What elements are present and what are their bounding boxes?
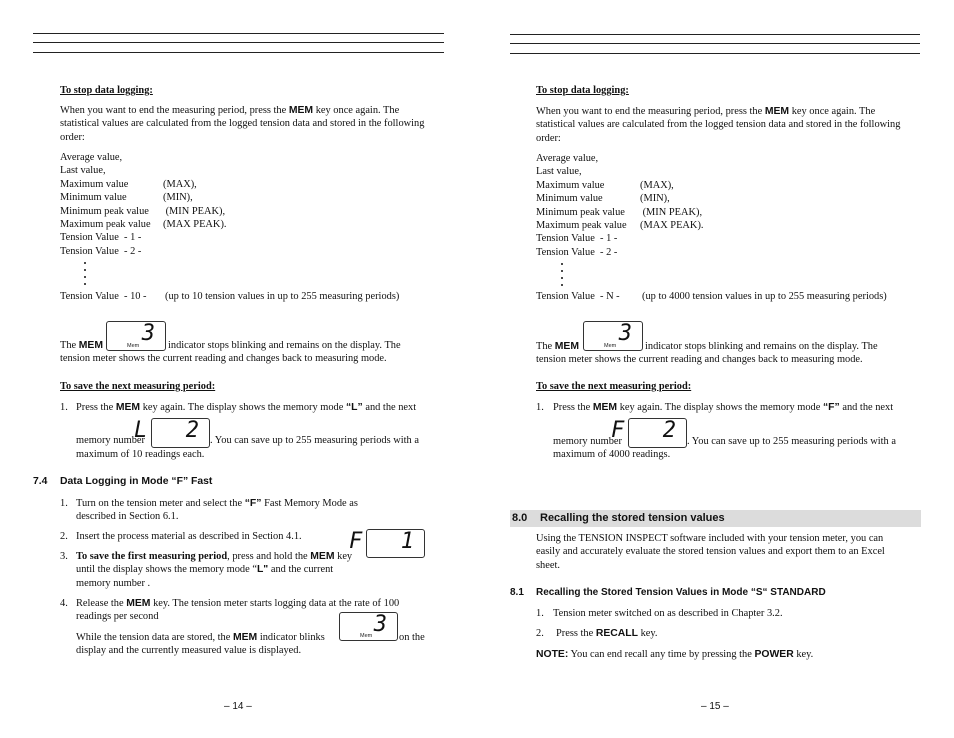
step-1-line-2: described in Section 6.1. [76, 511, 179, 522]
list-item: Maximum value [60, 178, 129, 190]
list-item: Maximum peak value [536, 220, 627, 232]
lcd-mem-label: Mem [604, 343, 617, 349]
list-item-value: (MIN), [163, 192, 193, 204]
step-4-line-1 [76, 597, 399, 610]
list-item-value: (MIN), [640, 193, 670, 205]
list-item-value: (MAX), [640, 179, 674, 191]
statistical-values-list [536, 152, 704, 259]
list-item: Tension Value - 2 - [60, 245, 142, 257]
list-item: Minimum peak value [536, 206, 625, 218]
statistical-values-list [60, 151, 227, 258]
text: order: [536, 132, 561, 144]
lcd-mem-label: Mem [127, 343, 140, 349]
mode-label: “F” [822, 402, 840, 413]
save-step-1-num: 1. [60, 402, 68, 413]
text: easily and accurately evaluate the stored tension values and export them to an Excel [536, 546, 885, 558]
mode-label: “F” [244, 498, 262, 509]
mem-key-label: MEM [115, 402, 141, 413]
save-next-heading: To save the next measuring period: [60, 381, 216, 392]
list-item: Minimum value [60, 192, 127, 204]
list-item-note: (up to 4000 tension values in up to 255 measuring periods) [642, 291, 887, 302]
mem-key-label: MEM [764, 106, 790, 117]
save-step-1-line-3: maximum of 4000 readings. [553, 449, 671, 460]
list-item: Maximum peak value [60, 219, 151, 231]
text: statistical values are calculated from the logged tension data and stored in the following [60, 118, 425, 130]
mem-key-label: MEM [232, 632, 258, 643]
step-4-on-the: on the [399, 632, 425, 643]
text: Turn on the tension meter and select the [76, 498, 243, 509]
text: key. [796, 649, 814, 660]
section-8-0-paragraph [536, 532, 926, 572]
recall-step-1-num: 1. [536, 608, 544, 619]
text: key once again. The [791, 106, 876, 117]
lcd-display-mem [106, 321, 166, 351]
step-4-num: 4. [60, 598, 68, 609]
note-label: NOTE: [536, 649, 569, 660]
text: When you want to end the measuring period, press the [536, 106, 763, 117]
text: statistical values are calculated from the logged tension data and stored in the following [536, 119, 901, 131]
stop-logging-paragraph [536, 105, 926, 145]
lcd-display-mem [583, 321, 643, 351]
mem-key-label: MEM [554, 341, 580, 352]
header-rule-middle [33, 42, 444, 43]
header-rule-bottom [33, 52, 444, 53]
header-rule-bottom [510, 53, 920, 54]
list-item: Tension Value - 2 - [536, 246, 618, 258]
text: Using the TENSION INSPECT software included with your tension meter, you can [536, 533, 884, 544]
step-3-num: 3. [60, 551, 68, 562]
lcd-display-F1 [349, 529, 425, 558]
list-item: Average value, [60, 152, 123, 163]
text: and the next [842, 402, 894, 413]
lcd-mem-label: Mem [360, 633, 373, 639]
note-line [536, 648, 813, 661]
save-step-1-line-2: . You can save up to 255 measuring periods with a [687, 436, 896, 447]
step-4-line-4: display and the currently measured value is displayed. [76, 645, 302, 656]
mem-key-label: MEM [78, 340, 104, 351]
text: key again. The display shows the memory mode [142, 402, 344, 413]
text: order: [60, 131, 85, 143]
indicator-text-2: tension meter shows the current reading and changes back to measuring mode. [536, 354, 863, 365]
step-1-line-1 [76, 497, 358, 510]
lcd-display-mem-blinking [339, 612, 398, 641]
stop-logging-heading: To stop data logging: [536, 85, 629, 96]
step-3-line-3: memory number . [76, 578, 151, 589]
section-8-1-title: Recalling the Stored Tension Values in Mode “S“ STANDARD [536, 587, 826, 598]
section-8-1-number: 8.1 [510, 587, 524, 598]
list-item: Average value, [536, 153, 599, 164]
text: , press and hold the [227, 551, 308, 562]
text: and the next [365, 402, 417, 413]
step-3-line-1 [76, 550, 352, 563]
recall-step-2-text [556, 627, 658, 640]
text: Fast Memory Mode as [264, 498, 358, 509]
save-step-1-line-1 [76, 401, 416, 414]
lcd-digit: L 2 [134, 418, 203, 443]
text: While the tension data are stored, the [76, 632, 231, 643]
mem-key-label: MEM [310, 551, 335, 562]
header-rule-top [33, 33, 444, 34]
stop-logging-heading: To stop data logging: [60, 85, 153, 96]
step-4-line-3 [76, 631, 325, 644]
text: Release the [76, 598, 124, 609]
indicator-text-2: tension meter shows the current reading and changes back to measuring mode. [60, 353, 387, 364]
the-label [536, 340, 579, 353]
recall-key-label: RECALL [595, 628, 638, 639]
list-item: Tension Value - 10 - [60, 291, 147, 302]
mem-key-label: MEM [126, 598, 151, 609]
header-rule-top [510, 34, 920, 35]
step-2-num: 2. [60, 531, 68, 542]
save-step-1-line-2: . You can save up to 255 measuring periods with a [210, 435, 419, 446]
lcd-digit: F 2 [611, 418, 680, 443]
indicator-text-1: indicator stops blinking and remains on the display. The [645, 341, 878, 352]
list-item: Last value, [60, 165, 106, 177]
save-next-heading: To save the next measuring period: [536, 381, 692, 392]
section-8-0-number: 8.0 [512, 512, 528, 524]
ellipsis-dots [84, 262, 86, 290]
lcd-digit: 3 [373, 612, 391, 637]
recall-step-2-num: 2. [536, 628, 544, 639]
text: and the current [270, 564, 334, 575]
last-tension-value [60, 290, 399, 303]
text: You can end recall any time by pressing the [570, 649, 752, 660]
header-rule-middle [510, 43, 920, 44]
text: key [337, 551, 353, 562]
text: sheet. [536, 559, 560, 571]
list-item: Tension Value - N - [536, 291, 620, 302]
text: The [60, 340, 77, 351]
list-item: Last value, [536, 166, 582, 178]
lcd-display-L2 [134, 418, 210, 448]
list-item: Maximum value [536, 179, 605, 191]
lcd-display-F2 [611, 418, 687, 448]
section-7-4-title: Data Logging in Mode “F” Fast [60, 476, 213, 487]
text: When you want to end the measuring period, press the [60, 105, 287, 116]
list-item-value: (MAX PEAK). [640, 220, 704, 232]
save-step-1-line-3: maximum of 10 readings each. [76, 449, 205, 460]
text: until the display shows the memory mode “ [76, 564, 257, 575]
lcd-digit: 3 [618, 321, 636, 346]
text: key. The tension meter starts logging data at the rate of 100 [153, 598, 400, 609]
text: key. [640, 628, 658, 639]
text: The [536, 341, 553, 352]
text: key again. The display shows the memory mode [619, 402, 821, 413]
indicator-text-1: indicator stops blinking and remains on the display. The [168, 340, 401, 351]
list-item: Minimum value [536, 193, 603, 205]
page-number: – 15 – [701, 701, 729, 712]
list-item: Minimum peak value [60, 205, 149, 217]
the-label [60, 339, 103, 352]
text: Press the [556, 628, 594, 639]
right-page [477, 0, 954, 738]
step-1-num: 1. [60, 498, 68, 509]
lcd-digit: 3 [141, 321, 159, 346]
text: key once again. The [315, 105, 400, 116]
save-step-1-memory-number: memory number [76, 435, 145, 446]
text-bold: To save the first measuring period [76, 551, 228, 562]
lcd-digit: F 1 [349, 529, 418, 554]
list-item: Tension Value - 1 - [60, 232, 142, 244]
save-step-1-memory-number: memory number [553, 436, 622, 447]
section-8-0-title: Recalling the stored tension values [540, 512, 725, 524]
stop-logging-paragraph [60, 104, 450, 144]
mem-key-label: MEM [592, 402, 618, 413]
list-item-note: (up to 10 tension values in up to 255 measuring periods) [165, 291, 400, 302]
text: Press the [553, 402, 591, 413]
section-7-4-number: 7.4 [33, 476, 48, 487]
mode-label: “L” [345, 402, 363, 413]
list-item: Tension Value - 1 - [536, 233, 618, 245]
power-key-label: POWER [754, 649, 794, 660]
step-3-line-2 [76, 563, 333, 576]
text: Press the [76, 402, 114, 413]
list-item-value: (MIN PEAK), [163, 205, 226, 217]
list-item-value: (MAX PEAK). [163, 219, 227, 231]
save-step-1-line-1 [553, 401, 893, 414]
mode-label: L" [256, 564, 269, 575]
step-2-text: Insert the process material as described in Section 4.1. [76, 531, 302, 542]
page-number: – 14 – [224, 701, 252, 712]
save-step-1-num: 1. [536, 402, 544, 413]
last-tension-value [536, 290, 887, 303]
mem-key-label: MEM [288, 105, 314, 116]
list-item-value: (MIN PEAK), [640, 206, 703, 218]
recall-step-1-text: Tension meter switched on as described in Chapter 3.2. [553, 608, 783, 619]
ellipsis-dots [561, 263, 563, 291]
text: indicator blinks [259, 632, 325, 643]
list-item-value: (MAX), [163, 178, 197, 190]
step-4-line-2: readings per second [76, 611, 159, 622]
